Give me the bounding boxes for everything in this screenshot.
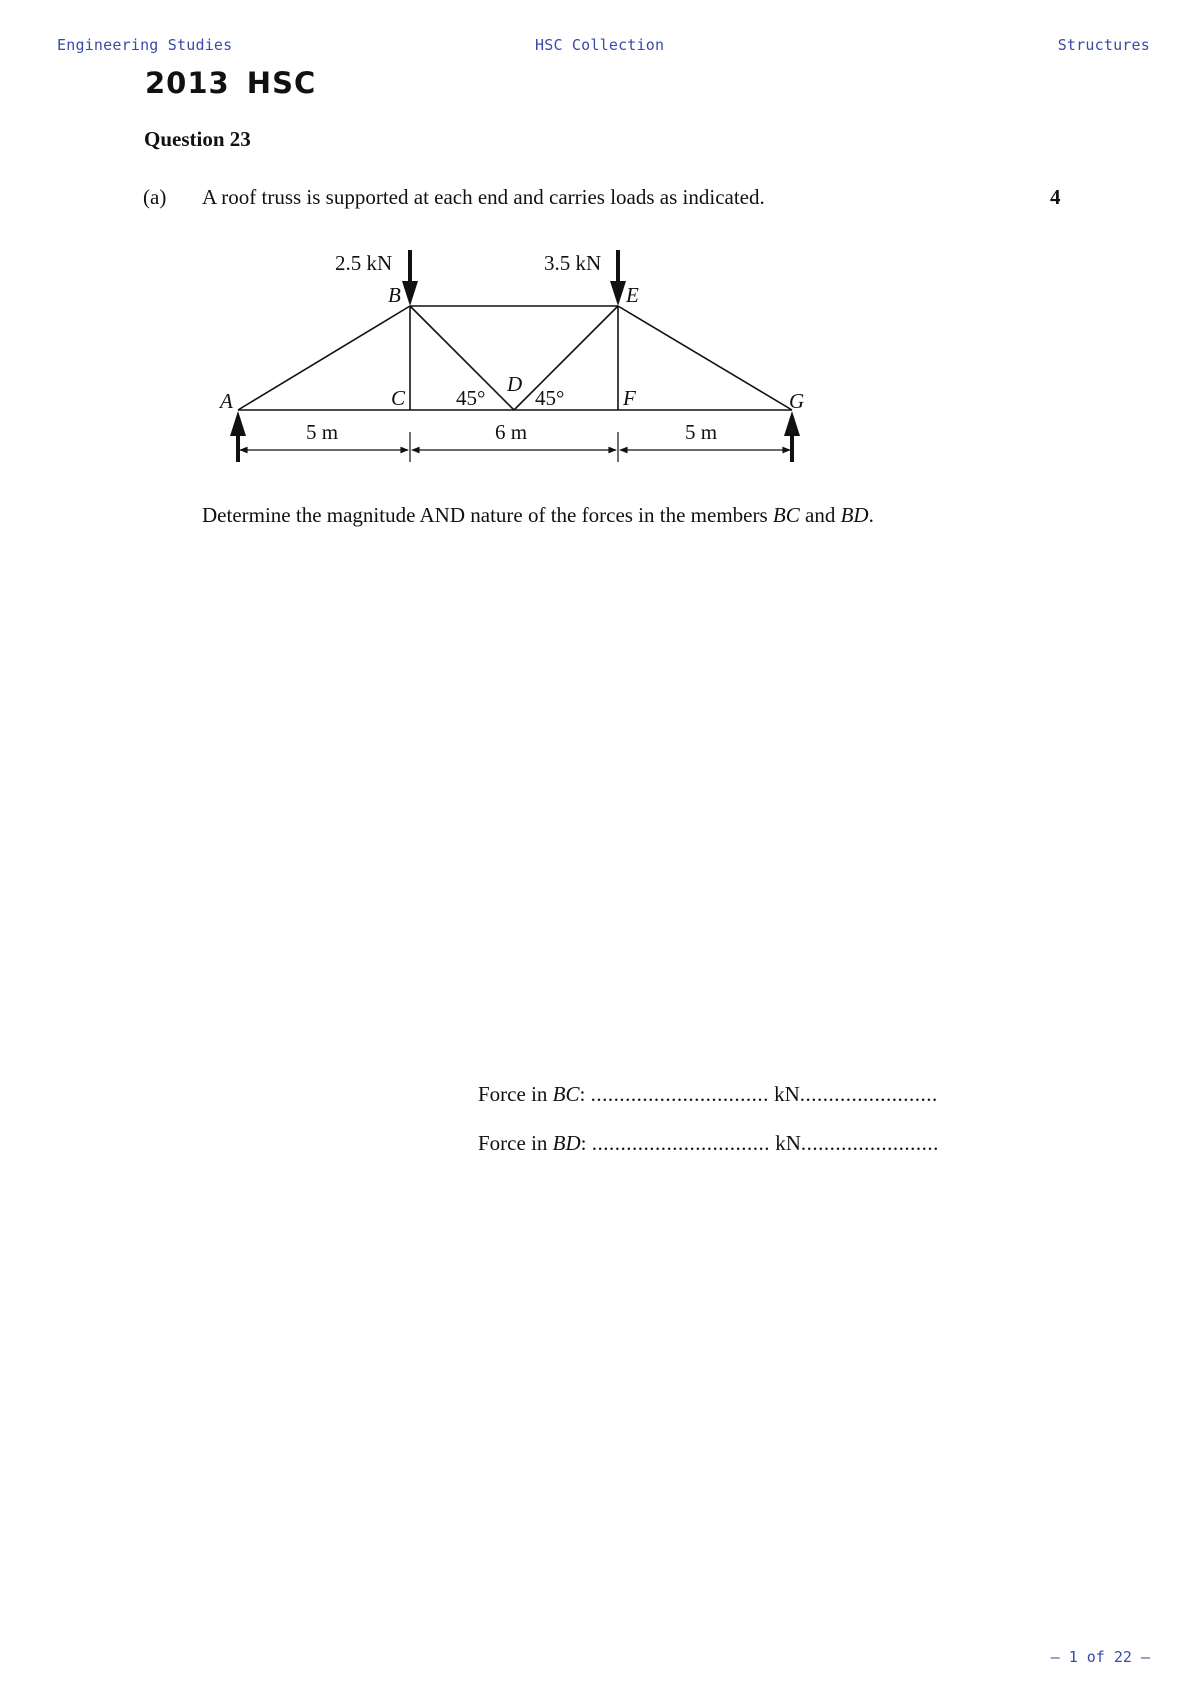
- exam-title: 2013 HSC: [145, 66, 317, 100]
- answer-sep: :: [580, 1131, 587, 1155]
- part-text: A roof truss is supported at each end and carries loads as indicated.: [202, 185, 765, 209]
- answer-dots-value[interactable]: ...............................: [590, 1082, 769, 1106]
- node-label-b: B: [388, 283, 401, 307]
- answer-dots-nature[interactable]: ........................: [800, 1131, 939, 1155]
- answer-sep: :: [579, 1082, 586, 1106]
- instruction-member-1: BC: [772, 503, 800, 527]
- member-eg: [618, 306, 792, 410]
- reaction-arrow-a: [230, 411, 246, 462]
- instruction-mid: and: [799, 503, 841, 527]
- instruction-pre: Determine the magnitude AND nature of the forces in the members: [202, 503, 773, 527]
- load-arrow-b: [402, 250, 418, 306]
- answer-dots-value[interactable]: ...............................: [591, 1131, 770, 1155]
- span-label-fg: 5 m: [685, 420, 718, 444]
- answer-prefix: Force in: [478, 1131, 553, 1155]
- answer-unit: kN: [775, 1131, 801, 1155]
- load-label-b: 2.5 kN: [335, 251, 393, 275]
- span-label-ac: 5 m: [306, 420, 339, 444]
- node-label-g: G: [789, 389, 805, 413]
- answer-unit: kN: [774, 1082, 800, 1106]
- header-subject: Engineering Studies: [57, 36, 233, 54]
- answer-member: BD: [552, 1131, 581, 1155]
- span-label-cf: 6 m: [495, 420, 528, 444]
- page-number: – 1 of 22 –: [1050, 1648, 1150, 1666]
- member-ed: [514, 306, 618, 410]
- answer-line-bc[interactable]: [478, 1082, 938, 1107]
- roof-truss-diagram: [0, 0, 1200, 520]
- answer-line-bd[interactable]: [478, 1131, 939, 1156]
- load-arrow-e: [610, 250, 626, 306]
- node-label-e: E: [626, 283, 639, 307]
- angle-label-left: 45°: [456, 386, 486, 410]
- angle-label-right: 45°: [535, 386, 565, 410]
- answer-member: BC: [552, 1082, 580, 1106]
- marks-value: 4: [1050, 185, 1061, 209]
- reaction-arrow-g: [784, 411, 800, 462]
- node-label-c: C: [391, 386, 406, 410]
- load-label-e: 3.5 kN: [544, 251, 602, 275]
- header-topic: Structures: [1057, 36, 1150, 54]
- instruction-member-2: BD: [840, 503, 869, 527]
- question-heading: Question 23: [144, 127, 251, 151]
- instruction-end: .: [868, 503, 874, 527]
- header-collection: HSC Collection: [535, 36, 665, 54]
- instruction-text: [202, 503, 874, 528]
- part-label: (a): [143, 185, 167, 209]
- answer-dots-nature[interactable]: ........................: [799, 1082, 938, 1106]
- node-label-f: F: [623, 386, 636, 410]
- member-ab: [238, 306, 410, 410]
- answer-prefix: Force in: [478, 1082, 553, 1106]
- node-label-a: A: [220, 389, 233, 413]
- node-label-d: D: [507, 372, 523, 396]
